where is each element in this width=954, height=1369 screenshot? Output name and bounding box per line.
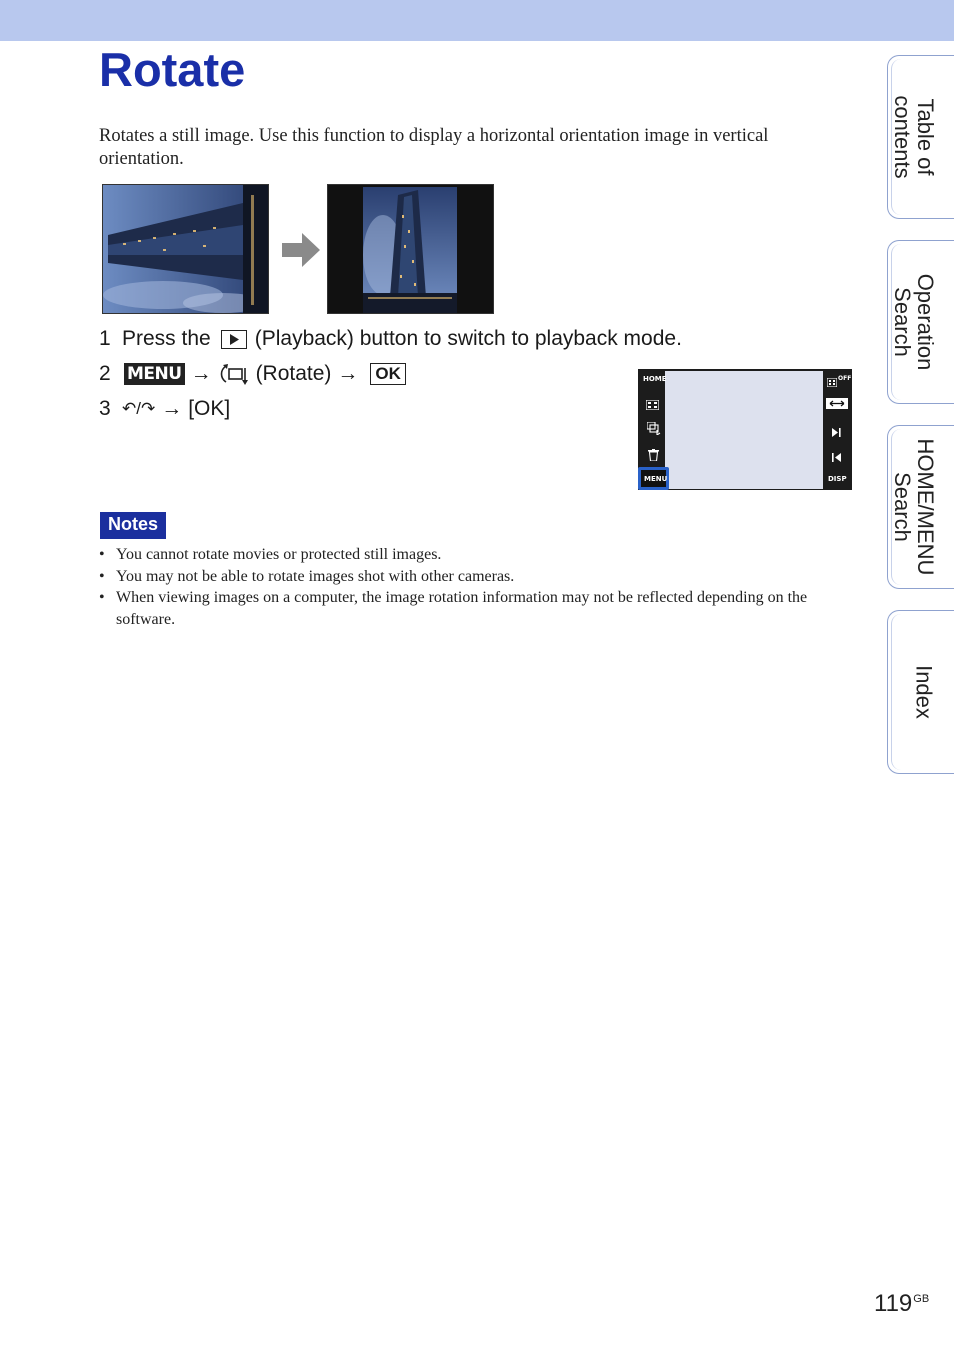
tab-label: Table of contents — [889, 95, 938, 179]
photo-vertical — [327, 184, 494, 314]
rotate-icon — [218, 362, 250, 386]
menu-icon: MENU — [644, 475, 668, 483]
intro-text: Rotates a still image. Use this function to display a horizontal orientation image in vertical orientation. — [99, 126, 769, 169]
ok-icon: OK — [370, 363, 406, 385]
step-number: 2 — [99, 362, 111, 385]
tab-operation-search[interactable] — [887, 240, 954, 404]
delete-icon — [648, 448, 659, 466]
arrow-icon: → — [161, 397, 183, 420]
off-label: OFF — [838, 375, 852, 382]
ok-text: [OK] — [188, 397, 231, 420]
arrow-icon: → — [337, 362, 359, 385]
tab-label: Index — [911, 665, 936, 719]
page-number-suffix: GB — [913, 1293, 930, 1305]
photo-horizontal-illustration — [103, 185, 269, 314]
index-icon — [646, 397, 659, 415]
playback-icon — [221, 330, 247, 349]
top-band — [0, 0, 954, 41]
tab-table-of-contents[interactable] — [887, 55, 954, 219]
menu-icon: MENU — [124, 363, 185, 385]
page-title: Rotate — [99, 43, 246, 96]
page-number-value: 119 — [874, 1290, 913, 1317]
index-off-icon — [827, 374, 837, 392]
transition-arrow-icon — [282, 233, 320, 267]
tab-label: Operation Search — [889, 273, 938, 371]
menu-button-highlight — [638, 467, 669, 490]
notes-list — [99, 544, 851, 630]
list-item: • You cannot rotate movies or protected still images. — [99, 544, 851, 566]
tab-label: HOME/MENU Search — [889, 438, 938, 576]
slideshow-icon — [647, 422, 661, 440]
step-text-after: (Playback) button to switch to playback mode. — [254, 327, 682, 350]
page-number — [874, 1290, 929, 1318]
step-number: 3 — [99, 397, 111, 420]
camera-screen — [638, 369, 852, 490]
arrow-icon: → — [190, 362, 212, 385]
prev-icon — [832, 449, 841, 467]
step-1 — [99, 327, 682, 351]
rotate-direction-icon: ↶/↷ — [122, 399, 156, 418]
photo-horizontal — [102, 184, 269, 314]
tab-index[interactable] — [887, 610, 954, 774]
step-number: 1 — [99, 327, 111, 350]
photo-vertical-illustration — [328, 185, 494, 314]
step-text-before: Press the — [122, 327, 211, 350]
step-2 — [99, 362, 406, 386]
home-icon: HOME — [643, 375, 667, 383]
next-icon — [832, 424, 841, 442]
rotate-label: (Rotate) — [255, 362, 332, 385]
list-item: • You may not be able to rotate images shot with other cameras. — [99, 566, 851, 588]
disp-icon: DISP — [828, 475, 847, 483]
notes-badge: Notes — [100, 512, 166, 539]
list-item: • When viewing images on a computer, the image rotation information may not be reflected depending on the software. — [99, 587, 851, 630]
swap-icon — [826, 396, 848, 414]
screen-display-area — [665, 371, 823, 489]
step-3 — [99, 397, 230, 421]
tab-home-menu-search[interactable] — [887, 425, 954, 589]
